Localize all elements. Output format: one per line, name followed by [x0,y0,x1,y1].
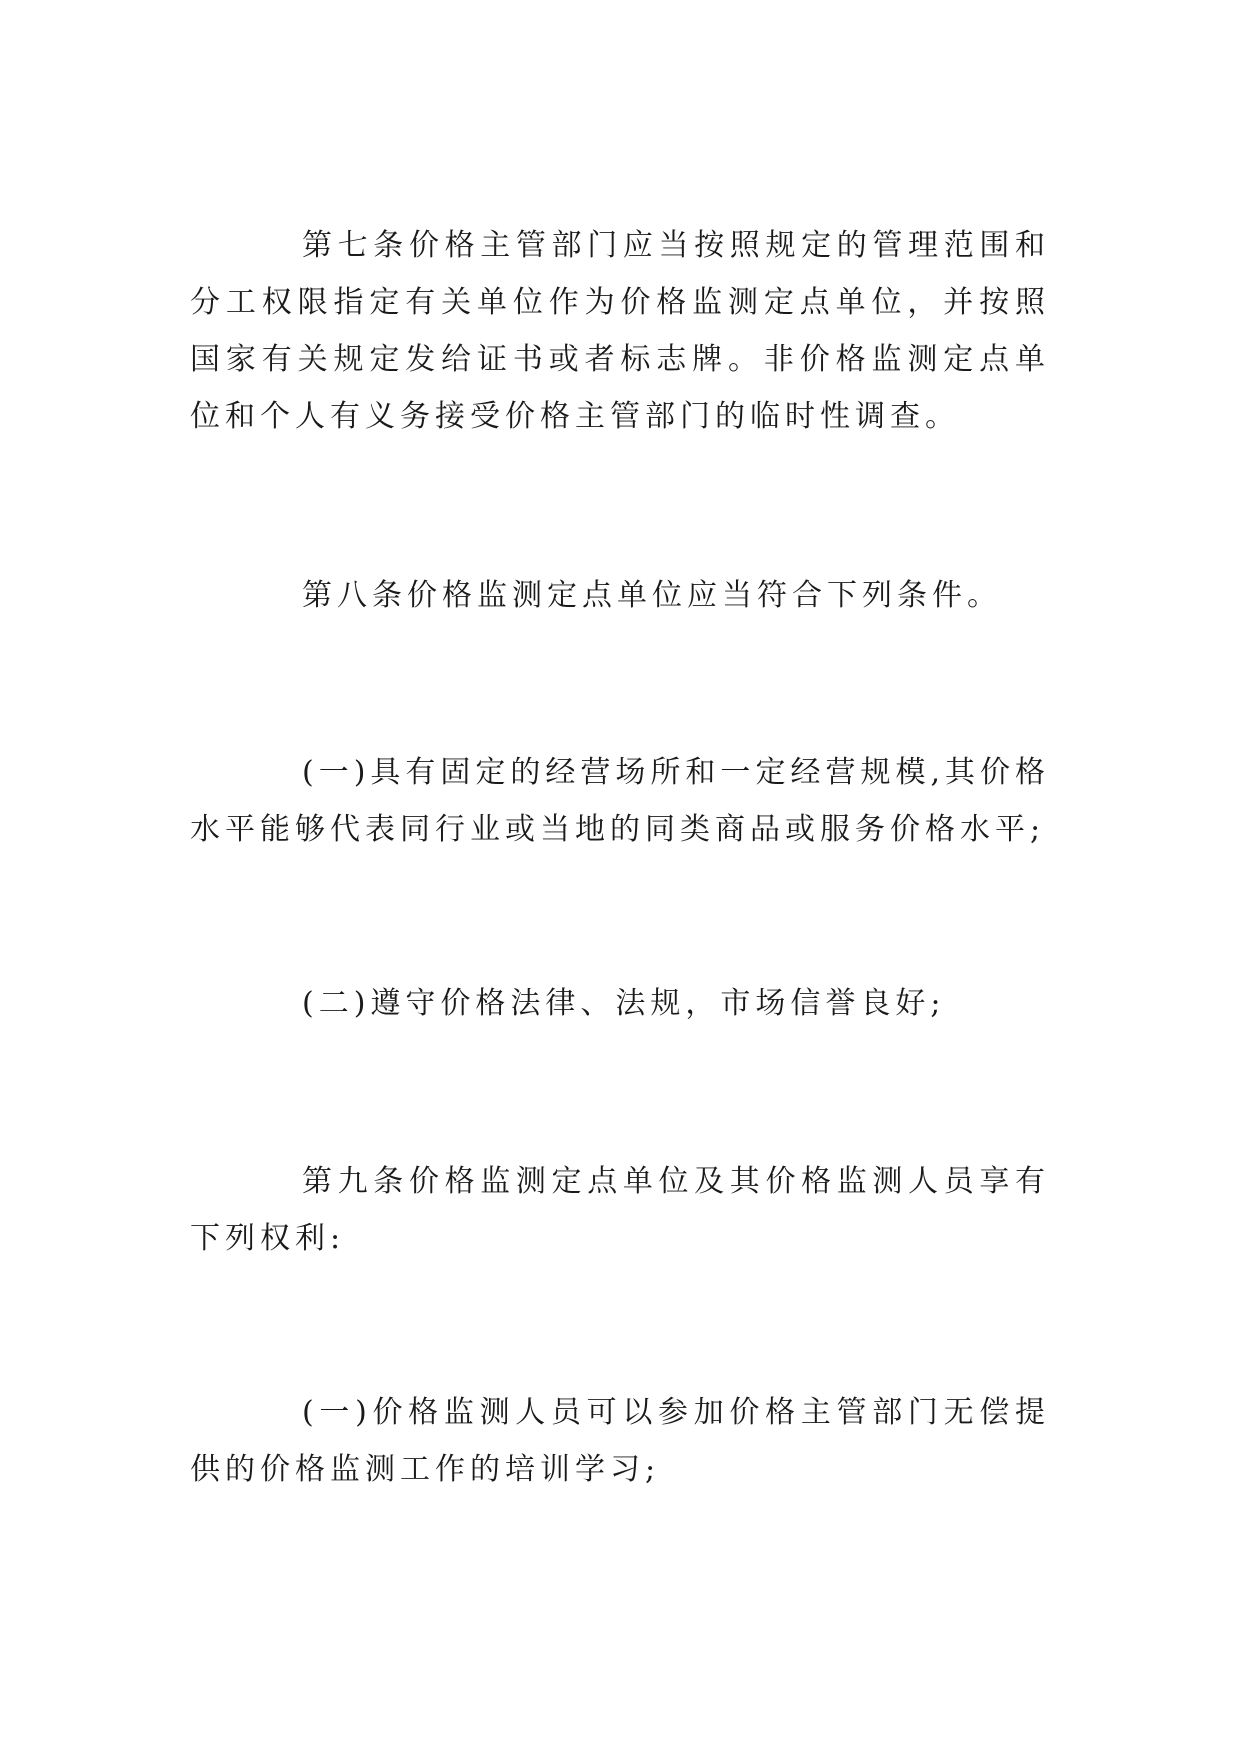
article-9-paragraph: 第九条价格监测定点单位及其价格监测人员享有下列权利: [190,1164,1050,1256]
article-8-paragraph: 第八条价格监测定点单位应当符合下列条件。 [302,578,1002,613]
article-8-item-2-paragraph: (二)遵守价格法律、法规，市场信誉良好; [302,986,946,1021]
article-7-paragraph: 第七条价格主管部门应当按照规定的管理范围和分工权限指定有关单位作为价格监测定点单位，并按照国家有关规定发给证书或者标志牌。非价格监测定点单位和个人有义务接受价格主管部门的临时性调查。 [190,228,1050,434]
article-8-item-1-paragraph: (一)具有固定的经营场所和一定经营规模,其价格水平能够代表同行业或当地的同类商品或服务价格水平; [190,755,1050,847]
article-9-item-1-paragraph: (一)价格监测人员可以参加价格主管部门无偿提供的价格监测工作的培训学习; [190,1395,1050,1487]
